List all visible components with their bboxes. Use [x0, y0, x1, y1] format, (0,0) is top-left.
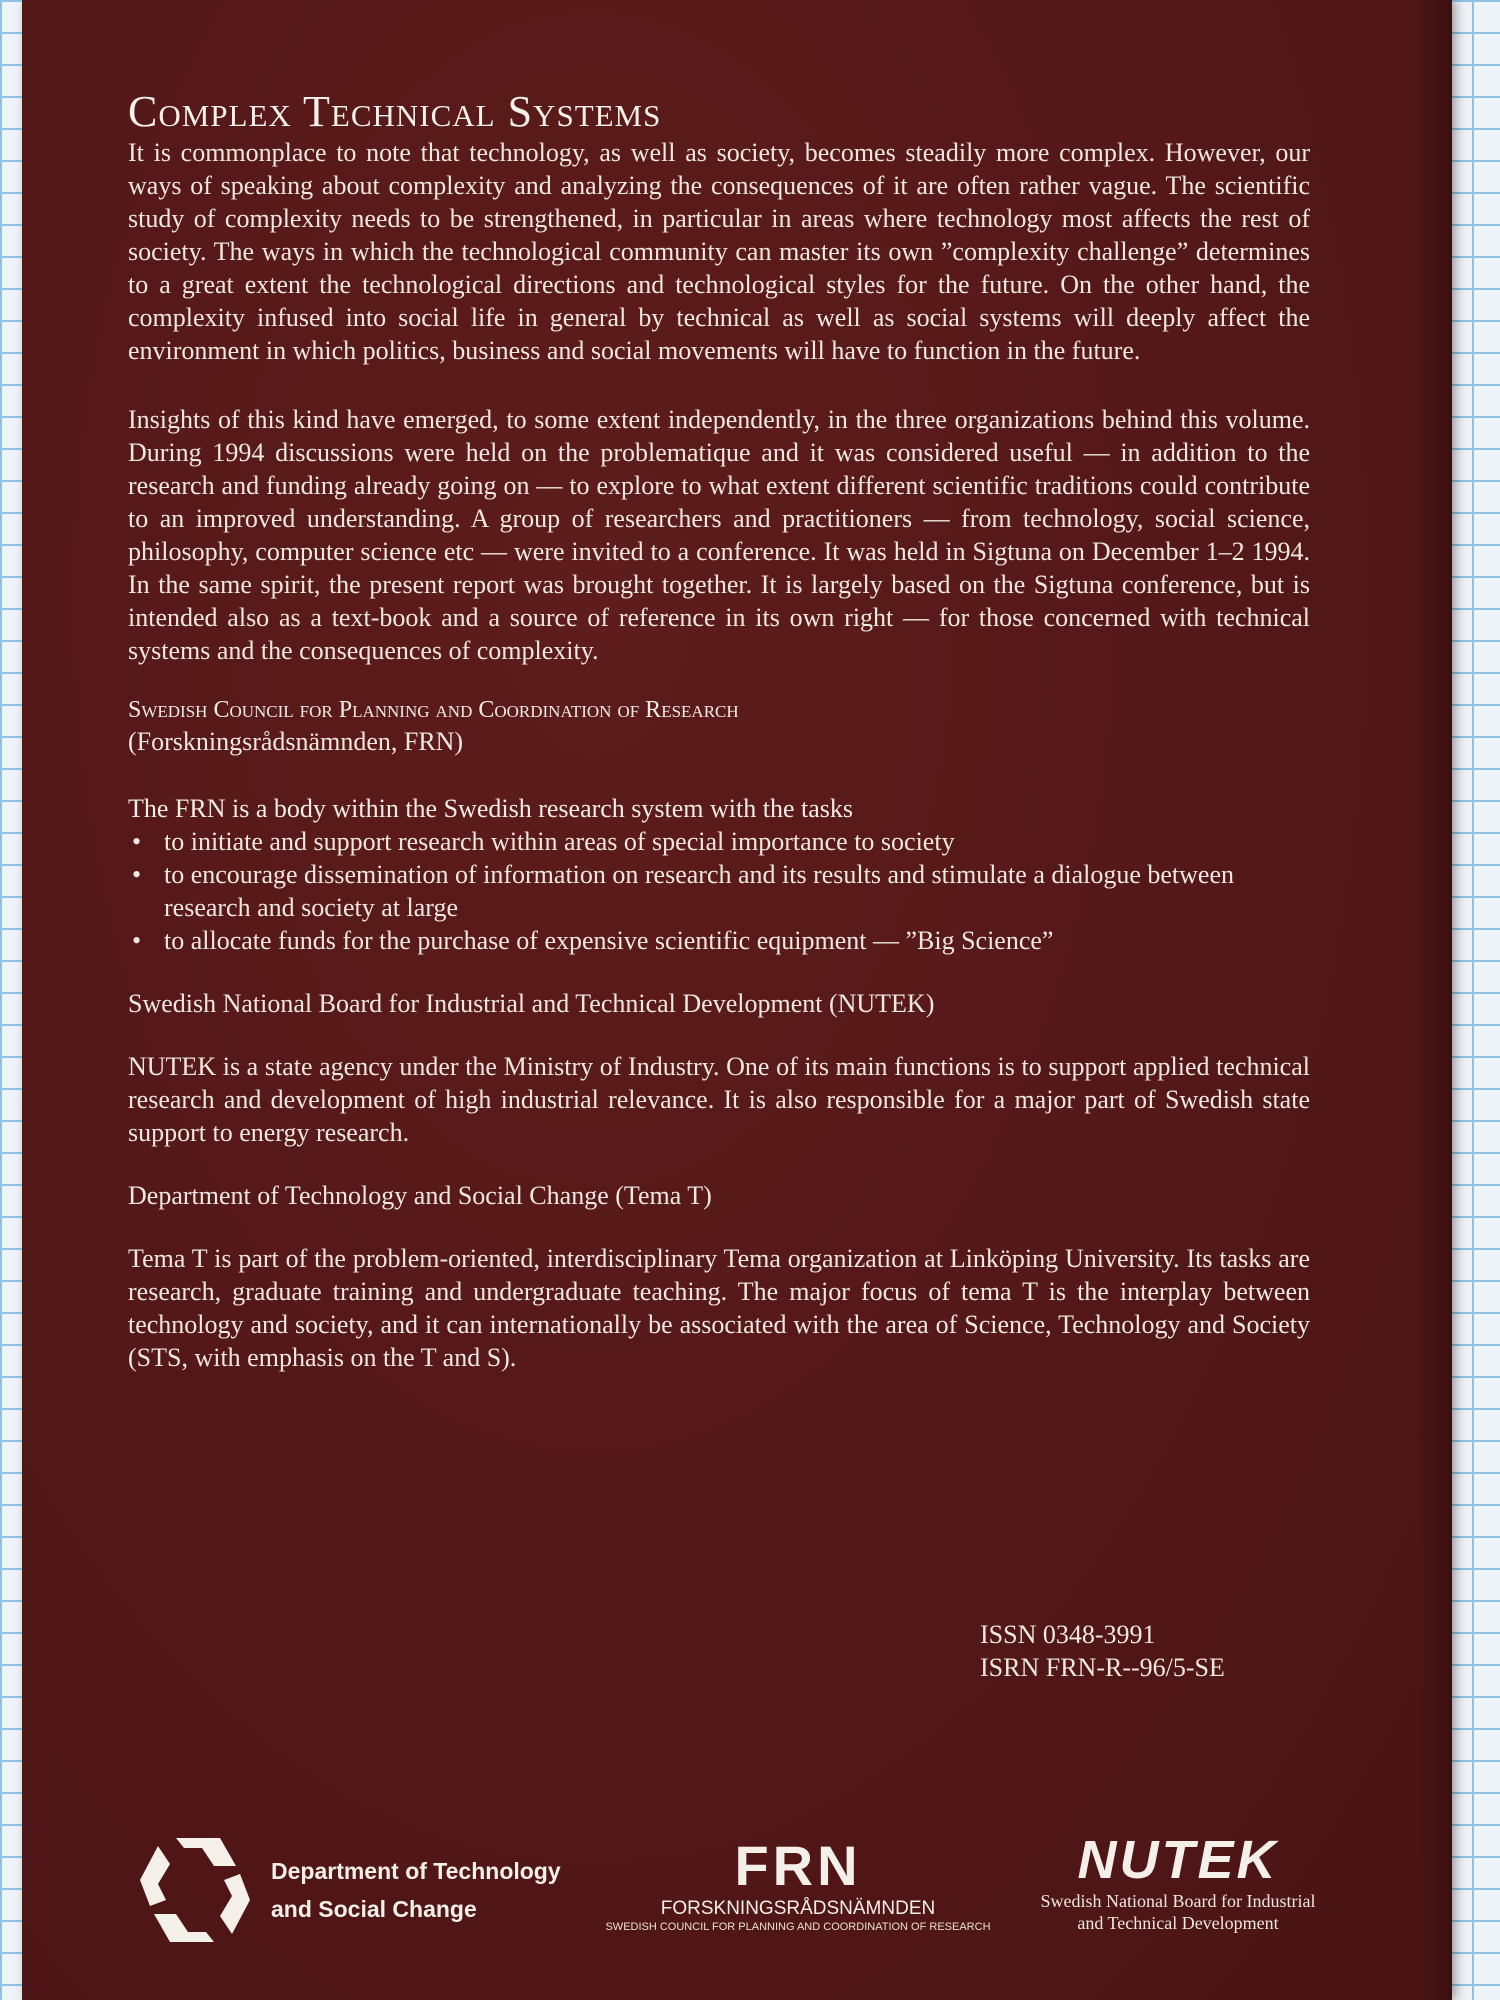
tema-description: Tema T is part of the problem-oriented, interdisciplinary Tema organization at Linköping University. Its tasks are research, graduate training and undergraduate teaching. The major focus of tema T is the interplay between technology and society, and it can internationally be associated with the area of Science, Technology and Society (STS, with emphasis on the T and S). [128, 1244, 1310, 1372]
nutek-heading: Swedish National Board for Industrial and Technical Development (NUTEK) [128, 989, 935, 1018]
list-item: • to initiate and support research within areas of special importance to society [164, 825, 1310, 858]
tema-heading: Department of Technology and Social Change (Tema T) [128, 1181, 712, 1210]
frn-heading: Swedish Council for Planning and Coordination of Research [128, 697, 739, 723]
paragraph-intro: It is commonplace to note that technology, as well as society, becomes steadily more complex. However, our ways of speaking about complexity and analyzing the consequences of it are often rather vague. The scientific study of complexity needs to be strengthened, in particular in areas where technology most affects the rest of society. The ways in which the technological community can master its own ”complexity challenge” determines to a great extent the technological directions and technological styles for the future. On the other hand, the complexity infused into social life in general by technical as well as social systems will deeply affect the environment in which politics, business and social movements will have to function in the future. [128, 138, 1310, 365]
nutek-description: NUTEK is a state agency under the Ministry of Industry. One of its main functions is to support applied technical research and development of high industrial relevance. It is also responsible for a major part of Swedish state support to energy research. [128, 1052, 1310, 1147]
cover-edge [1420, 0, 1452, 2000]
tema-triangle-logo-icon [136, 1830, 256, 1950]
tema-logo-line1: Department of Technology [271, 1858, 561, 1884]
nutek-logo-line1: Swedish National Board for Industrial [1040, 1891, 1316, 1911]
nutek-logo [1008, 1830, 1348, 1950]
list-item: • to allocate funds for the purchase of expensive scientific equipment — ”Big Science” [164, 924, 1310, 957]
list-item: • to encourage dissemination of information on research and its results and stimulate a dialogue between research and society at large [164, 858, 1310, 924]
frn-intro: The FRN is a body within the Swedish research system with the tasks [128, 794, 854, 823]
isrn: ISRN FRN-R--96/5-SE [980, 1653, 1225, 1682]
tema-logo [136, 1830, 616, 1950]
frn-logo-name: FORSKNINGSRÅDSNÄMNDEN [660, 1898, 936, 1919]
logo-row [128, 1830, 1348, 1960]
frn-task-list [128, 825, 1310, 957]
frn-logo-word: FRN [734, 1834, 862, 1897]
nutek-logo-line2: and Technical Development [1077, 1913, 1279, 1933]
paragraph-background: Insights of this kind have emerged, to some extent independently, in the three organizations behind this volume. During 1994 discussions were held on the problematique and it was considered useful — in addition to the research and funding already going on — to explore to what extent different scientific traditions could contribute to an improved understanding. A group of researchers and practitioners — from technology, social science, philosophy, computer science etc — were invited to a conference. It was held in Sigtuna on December 1–2 1994. In the same spirit, the present report was brought together. It is largely based on the Sigtuna conference, but is intended also as a text-book and a source of reference in its own right — for those concerned with technical systems and the consequences of complexity. [128, 405, 1310, 665]
tema-logo-line2: and Social Change [271, 1896, 477, 1922]
tema-logo-text [271, 1852, 561, 1928]
publication-codes [980, 1618, 1225, 1684]
frn-logo [598, 1834, 998, 1948]
frn-logo-subtitle: SWEDISH COUNCIL FOR PLANNING AND COORDINATION OF RESEARCH [605, 1921, 991, 1933]
cover-text [128, 88, 1310, 1374]
nutek-logo-word: NUTEK [1077, 1830, 1279, 1890]
issn: ISSN 0348-3991 [980, 1620, 1156, 1649]
book-title: Complex Technical Systems [128, 87, 662, 136]
frn-subheading: (Forskningsrådsnämnden, FRN) [128, 727, 464, 756]
